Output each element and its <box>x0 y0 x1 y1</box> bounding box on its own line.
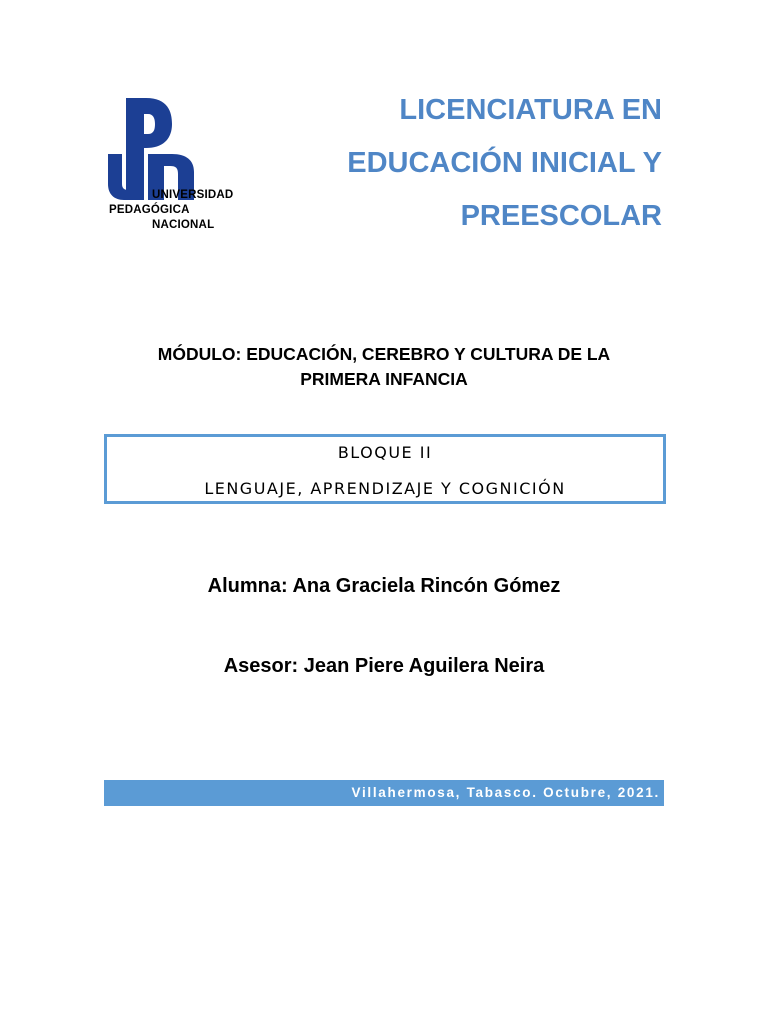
footer-location-date: Villahermosa, Tabasco. Octubre, 2021. <box>351 785 660 800</box>
bloque-subtitle: LENGUAJE, APRENDIZAJE Y COGNICIÓN <box>204 479 566 498</box>
degree-title-line1: LICENCIATURA EN <box>399 94 662 126</box>
module-title <box>100 342 668 392</box>
degree-title-line3: PREESCOLAR <box>460 200 662 232</box>
upn-logo <box>106 96 256 236</box>
advisor-name: Asesor: Jean Piere Aguilera Neira <box>223 655 545 677</box>
degree-title-line2: EDUCACIÓN INICIAL Y <box>347 147 662 179</box>
module-title-line2: PRIMERA INFANCIA <box>300 369 468 389</box>
logo-text-pedagogica: PEDAGÓGICA <box>109 204 190 216</box>
module-title-line1: MÓDULO: EDUCACIÓN, CEREBRO Y CULTURA DE LA <box>157 344 611 364</box>
bloque-number: BLOQUE II <box>337 443 433 462</box>
degree-title <box>242 84 662 243</box>
bloque-box <box>104 434 666 504</box>
footer-bar <box>104 780 664 806</box>
student-name: Alumna: Ana Graciela Rincón Gómez <box>207 575 561 597</box>
logo-text-nacional: NACIONAL <box>152 219 215 231</box>
logo-text-universidad: UNIVERSIDAD <box>152 189 234 201</box>
